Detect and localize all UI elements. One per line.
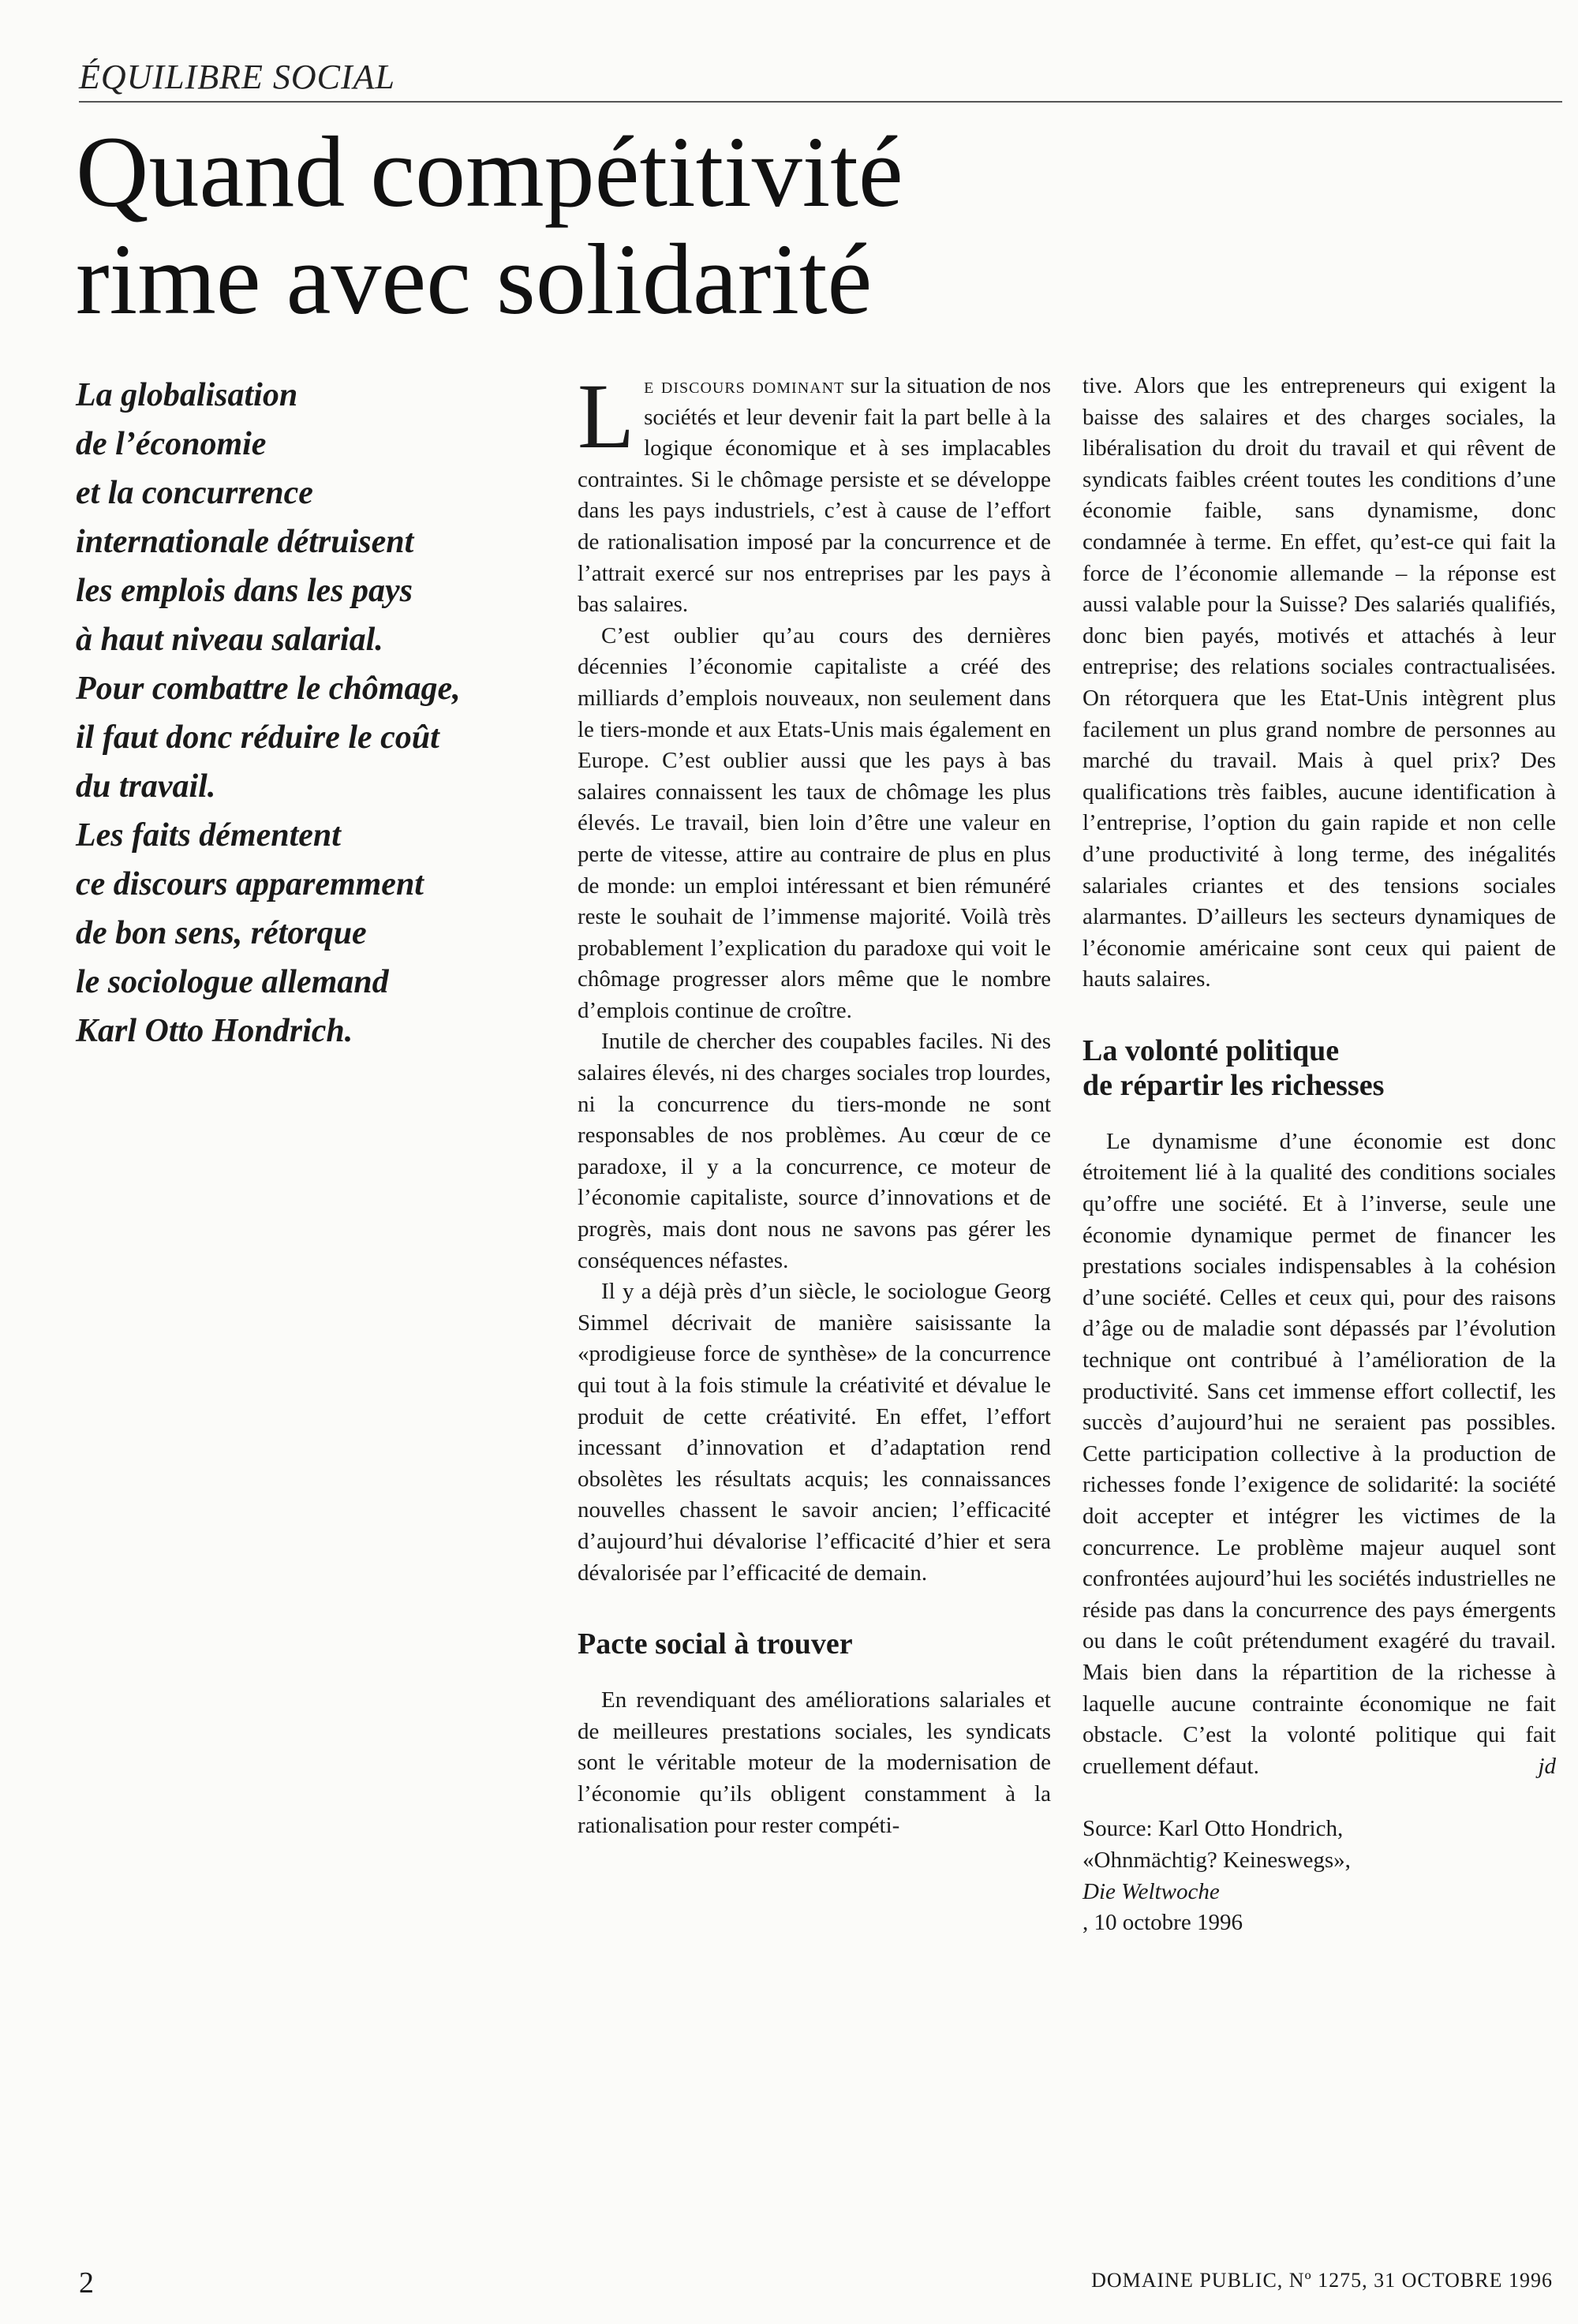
- opening-smallcaps: e discours dominant: [644, 373, 845, 398]
- article-paragraph-1: [578, 364, 1051, 621]
- lead-line: internationale détruisent: [76, 524, 414, 560]
- lead-line: du travail.: [76, 768, 216, 805]
- publication-footer: DOMAINE PUBLIC, Nº 1275, 31 OCTOBRE 1996: [1091, 2269, 1553, 2292]
- section-rubric: ÉQUILIBRE SOCIAL: [79, 58, 395, 96]
- paragraph-text: sur la situation de nos sociétés et leur devenir fait la part belle à la logique économique et à ses implacables contraintes. Si le chômage persiste et se développe dans les pays industriels, c’est à cause de l’effort de rationalisation imposé par la concurrence et de l’attrait exercé sur nos entreprises par les pays à bas salaires.: [578, 373, 1051, 618]
- lead-line: La globalisation: [76, 377, 298, 413]
- article-paragraph-5: En revendiquant des améliorations salariales et de meilleures prestations sociales, les syndicats sont le véritable moteur de la modernisation de l’économie qu’ils obligent constamment à la rationalisation pour rester compéti-: [578, 1687, 1051, 1838]
- source-date: , 10 octobre 1996: [1083, 1910, 1243, 1936]
- lead-line: Pour combattre le chômage,: [76, 671, 461, 707]
- subheading-volonte-politique: [1083, 1033, 1556, 1103]
- article-paragraph-7: [1083, 1127, 1556, 1782]
- article-column-1: [578, 364, 1051, 1841]
- lead-line: les emplois dans les pays: [76, 573, 413, 609]
- lead-line: à haut niveau salarial.: [76, 622, 383, 658]
- article-paragraph-6: tive. Alors que les entrepreneurs qui exigent la baisse des salaires et des charges sociales, la libéralisation du droit du travail et qui rêvent de syndicats faibles créent toutes les conditions d’une économie faible, sans dynamisme, donc condamnée à terme. En effet, qu’est-ce qui fait la force de l’économie allemande – la réponse est aussi valable pour la Suisse? Des salariés qualifiés, donc bien payés, motivés et attachés à leur entreprise; des relations sociales contractualisées. On rétorquera que les Etat-Unis intègrent plus facilement un plus grand nombre de personnes au marché du travail. Mais à quel prix? Des qualifications très faibles, aucune identification à l’entreprise, l’option du gain rapide et non celle d’une productivité à long terme, des inégalités salariales criantes et des tensions sociales alarmantes. D’ailleurs les secteurs dynamiques de l’économie américaine sont ceux qui paient de hauts salaires.: [1083, 373, 1556, 992]
- page-number: 2: [79, 2266, 94, 2300]
- subheading-line: de répartir les richesses: [1083, 1068, 1385, 1102]
- lead-line: le sociologue allemand: [76, 964, 389, 1000]
- source-note: [1083, 1814, 1556, 1938]
- article-column-2: [1083, 371, 1556, 1939]
- title-line-2: rime avec solidarité: [76, 223, 873, 335]
- source-line: [1083, 1877, 1556, 1939]
- drop-cap: L: [578, 364, 635, 468]
- lead-line: de bon sens, rétorque: [76, 915, 367, 951]
- header-rule: [79, 101, 1562, 103]
- article-paragraph-2: C’est oublier qu’au cours des dernières décennies l’économie capitaliste a créé des milliards d’emplois nouveaux, non seulement dans le tiers-monde et aux Etats-Unis mais également en Europe. C’est oublier aussi que les pays à bas salaires connaissent les taux de chômage les plus élevés. Le travail, bien loin d’être une valeur en perte de vitesse, attire au contraire de plus en plus de monde: un emploi intéressant et bien rémunéré reste le souhait de l’immense majorité. Voilà très probablement l’explication du paradoxe qui voit le chômage progresser alors même que le nombre d’emplois continue de croître.: [578, 622, 1051, 1023]
- paragraph-text: Le dynamisme d’une économie est donc étroitement lié à la qualité des conditions sociales qu’offre une société. Et à l’inverse, seule une économie dynamique permet de financer les prestations sociales indispensables à la cohésion d’une société. Celles et ceux qui, pour des raisons d’âge ou de maladie sont dépassés par l’évolution technique ont contribué à l’amélioration de la productivité. Sans cet immense effort collectif, les succès d’aujourd’hui ne seraient pas possibles. Cette participation collective à la production de richesses fonde l’exigence de solidarité: la société doit accepter et intégrer les victimes de la concurrence. Le problème majeur auquel sont confrontées aujourd’hui les sociétés industrielles ne réside pas dans la concurrence des pays émergents ou dans le coût prétendument exagéré du travail. Mais bien dans la répartition de la richesse à laquelle aucune contrainte économique ne fait obstacle. C’est la volonté politique qui fait cruellement défaut.: [1083, 1128, 1556, 1779]
- lead-line: il faut donc réduire le coût: [76, 719, 439, 756]
- lead-line: Karl Otto Hondrich.: [76, 1013, 353, 1049]
- article-paragraph-3: Inutile de chercher des coupables faciles. Ni des salaires élevés, ni des charges sociales trop lourdes, ni la concurrence du tiers-monde ne sont responsables de nos problèmes. Au cœur de ce paradoxe, il y a la concurrence, ce moteur de l’économie capitaliste, source d’innovations et de progrès, mais dont nous ne savons pas gérer les conséquences néfastes.: [578, 1029, 1051, 1273]
- lead-line: et la concurrence: [76, 475, 313, 511]
- lead-line: ce discours apparemment: [76, 866, 424, 902]
- source-line: «Ohnmächtig? Keineswegs»,: [1083, 1847, 1351, 1873]
- lead-paragraph: [76, 371, 565, 1056]
- title-line-1: Quand compétitivité: [76, 116, 903, 228]
- article-paragraph-4: Il y a déjà près d’un siècle, le sociologue Georg Simmel décrivait de manière saisissante la «prodigieuse force de synthèse» de la concurrence qui tout à la fois stimule la créativité et dévalue le produit de cette créativité. En effet, l’effort incessant d’innovation et d’adaptation rend obsolètes les résultats acquis; les connaissances nouvelles chassent le savoir ancien; l’efficacité d’aujourd’hui dévalorise l’efficacité d’hier et sera dévalorisée par l’efficacité de demain.: [578, 1279, 1051, 1586]
- subheading-pacte-social: Pacte social à trouver: [578, 1627, 853, 1661]
- article-title: [76, 118, 1496, 333]
- lead-line: de l’économie: [76, 426, 267, 462]
- author-signature: jd: [1538, 1753, 1556, 1779]
- source-publication: Die Weltwoche: [1083, 1878, 1220, 1904]
- lead-line: Les faits démentent: [76, 817, 341, 854]
- subheading-line: La volonté politique: [1083, 1033, 1340, 1067]
- source-line: Source: Karl Otto Hondrich,: [1083, 1816, 1344, 1842]
